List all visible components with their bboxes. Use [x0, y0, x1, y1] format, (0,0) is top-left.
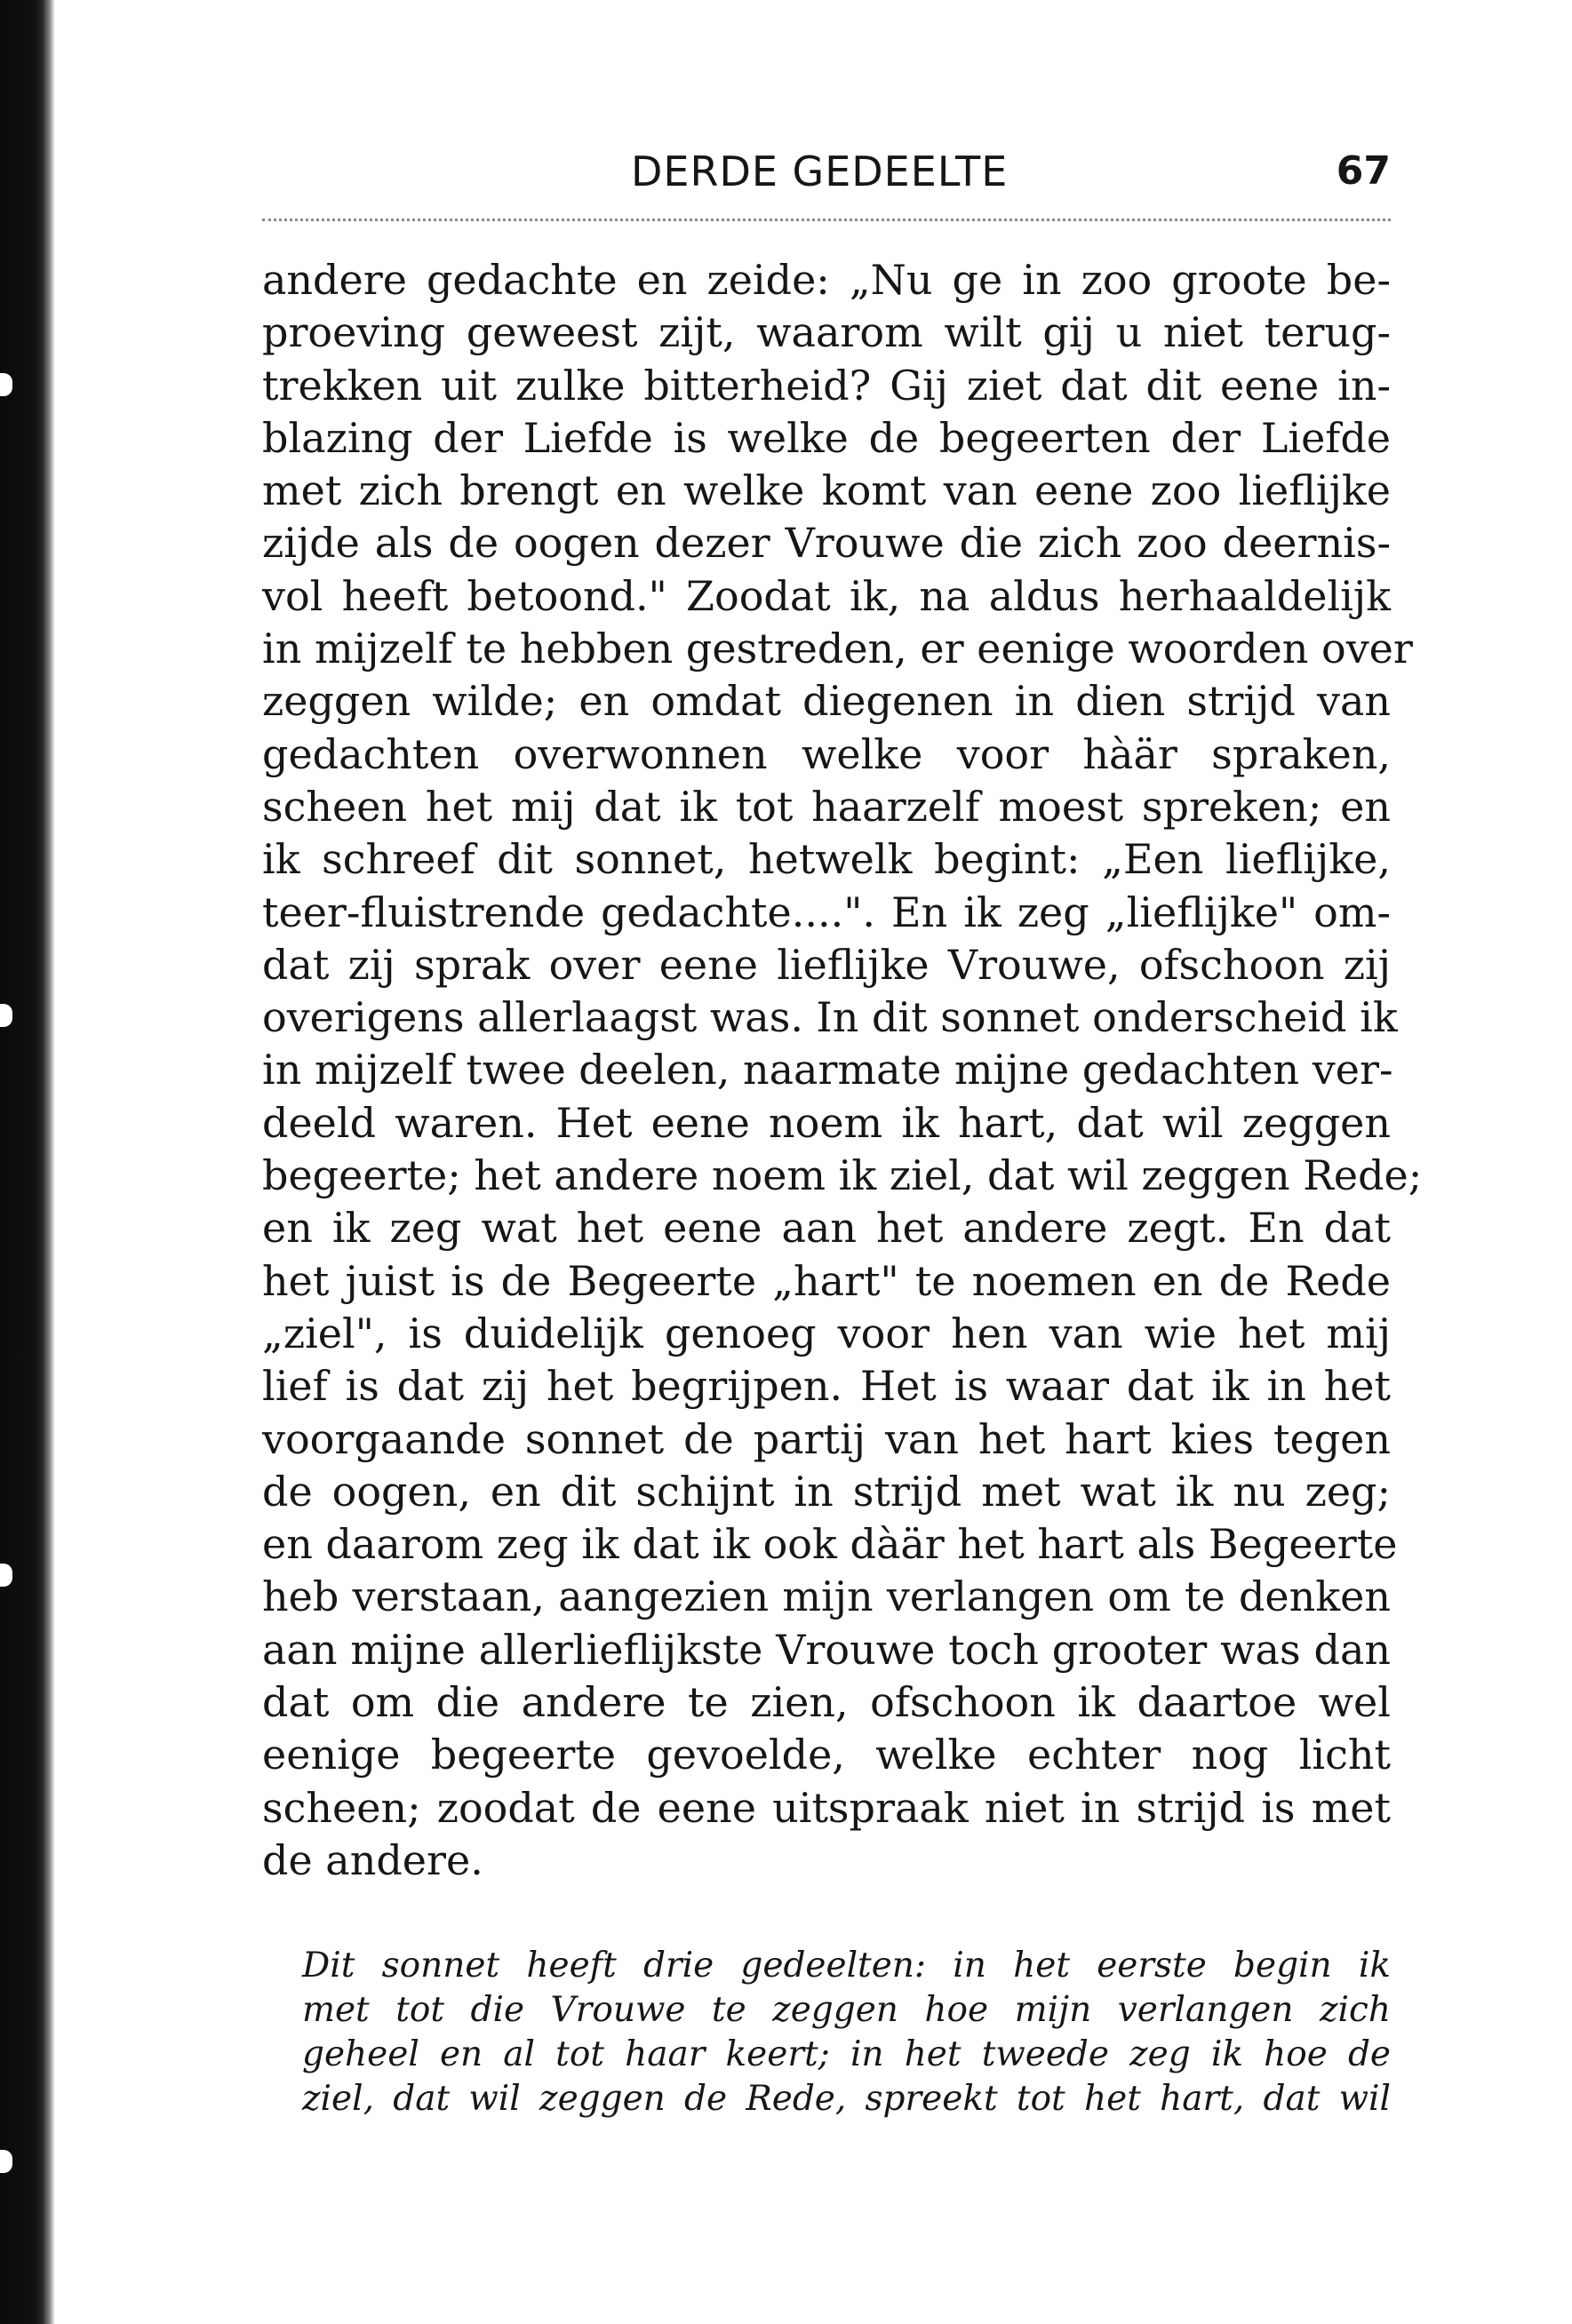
header-rule	[262, 219, 1391, 221]
text-line: heb verstaan, aangezien mijn verlangen om te denken	[262, 1572, 1391, 1621]
text-line: trekken uit zulke bitterheid? Gij ziet dat dit eene in-	[262, 361, 1391, 410]
text-line: andere gedachte en zeide: „Nu ge in zoo groote be-	[262, 256, 1391, 304]
text-line: met zich brengt en welke komt van eene zoo lieflijke	[262, 466, 1391, 515]
text-line: teer-fluistrende gedachte....". En ik zeg „lieflijke" om-	[262, 887, 1391, 936]
text-line: dat om die andere te zien, ofschoon ik daartoe wel	[262, 1678, 1391, 1727]
commentary-line: geheel en al tot haar keert; in het tweede zeg ik hoe de	[302, 2034, 1391, 2074]
binding-notch	[0, 373, 12, 396]
text-line: overigens allerlaagst was. In dit sonnet onderscheid ik	[262, 993, 1398, 1042]
italic-commentary	[302, 1944, 1391, 2121]
text-line: deeld waren. Het eene noem ik hart, dat wil zeggen	[262, 1098, 1391, 1147]
text-line: eenige begeerte gevoelde, welke echter nog licht	[262, 1731, 1391, 1779]
text-line: lief is dat zij het begrijpen. Het is waar dat ik in het	[262, 1362, 1391, 1411]
commentary-line: met tot die Vrouwe te zeggen hoe mijn verlangen zich	[302, 1990, 1391, 2030]
text-line: „ziel", is duidelijk genoeg voor hen van wie het mij	[262, 1309, 1391, 1357]
binding-notch	[0, 2150, 12, 2173]
commentary-line: ziel, dat wil zeggen de Rede, spreekt tot het hart, dat wil	[302, 2079, 1391, 2119]
running-head	[262, 140, 1391, 203]
text-line: de oogen, en dit schijnt in strijd met wat ik nu zeg;	[262, 1467, 1391, 1516]
text-line: de andere.	[262, 1835, 483, 1884]
text-line: dat zij sprak over eene lieflijke Vrouwe, ofschoon zij	[262, 940, 1391, 989]
text-line: in mijzelf twee deelen, naarmate mijne gedachten ver-	[262, 1046, 1393, 1094]
text-line: en daarom zeg ik dat ik ook dàär het hart als Begeerte	[262, 1520, 1398, 1569]
scan-binding-edge	[0, 0, 55, 2324]
text-line: gedachten overwonnen welke voor hàär spraken,	[262, 729, 1391, 778]
text-line: voorgaande sonnet de partij van het hart kies tegen	[262, 1414, 1391, 1463]
text-line: in mijzelf te hebben gestreden, er eenige woorden over	[262, 625, 1413, 673]
binding-notch	[0, 1004, 12, 1027]
text-line: en ik zeg wat het eene aan het andere zegt. En dat	[262, 1204, 1391, 1253]
binding-notch	[0, 1564, 12, 1587]
text-line: zijde als de oogen dezer Vrouwe die zich zoo deernis-	[262, 519, 1391, 568]
text-line: vol heeft betoond." Zoodat ik, na aldus herhaaldelijk	[262, 571, 1391, 620]
page-number: 67	[1336, 148, 1391, 194]
text-line: scheen het mij dat ik tot haarzelf moest spreken; en	[262, 782, 1391, 831]
text-line: ik schreef dit sonnet, hetwelk begint: „Een lieflijke,	[262, 835, 1391, 884]
text-line: begeerte; het andere noem ik ziel, dat wil zeggen Rede;	[262, 1151, 1423, 1200]
text-line: zeggen wilde; en omdat diegenen in dien strijd van	[262, 677, 1391, 726]
text-line: scheen; zoodat de eene uitspraak niet in strijd is met	[262, 1783, 1391, 1832]
text-line: aan mijne allerlieflijkste Vrouwe toch grooter was dan	[262, 1625, 1391, 1674]
text-line: blazing der Liefde is welke de begeerten der Liefde	[262, 413, 1391, 462]
text-line: proeving geweest zijt, waarom wilt gij u niet terug-	[262, 308, 1391, 357]
text-line: het juist is de Begeerte „hart" te noemen en de Rede	[262, 1256, 1391, 1305]
body-text	[262, 254, 1423, 1887]
running-title: DERDE GEDEELTE	[631, 147, 1009, 195]
commentary-line: Dit sonnet heeft drie gedeelten: in het eerste begin ik	[302, 1946, 1391, 1986]
